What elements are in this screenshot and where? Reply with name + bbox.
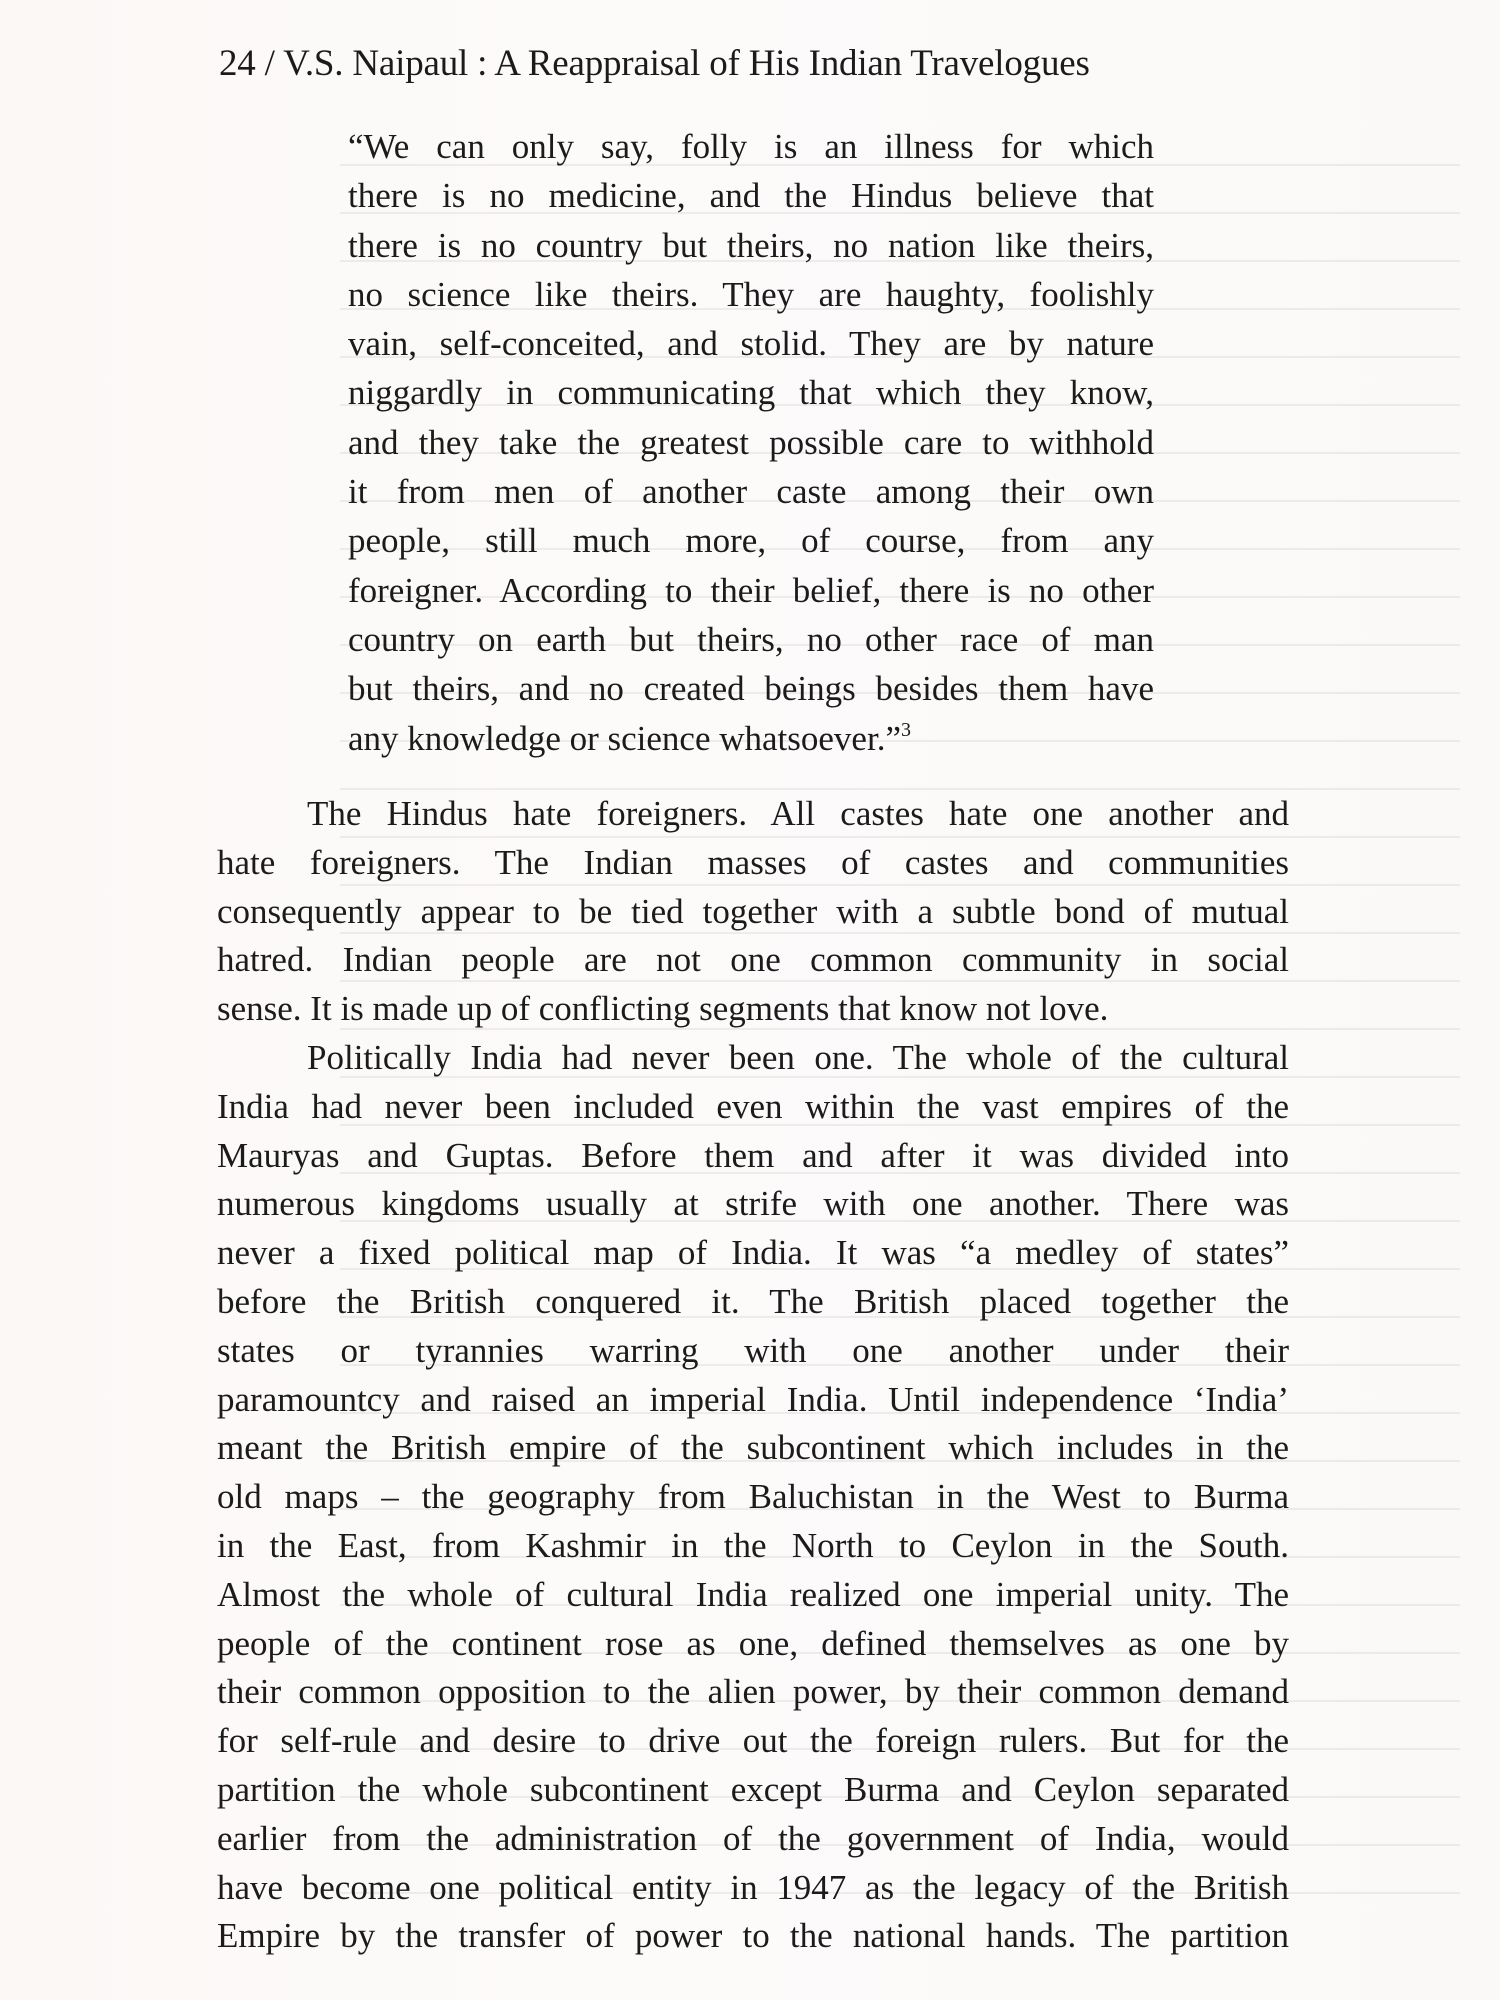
block-quote: [348, 122, 1154, 763]
paragraph-2-line: have become one political entity in 1947 as the legacy of the British: [217, 1867, 1289, 1907]
quote-line: country on earth but theirs, no other race of man: [348, 619, 1154, 659]
paragraph-1-line: The Hindus hate foreigners. All castes hate one another and: [307, 794, 1289, 833]
paragraph-2-line: India had never been included even within the vast empires of the: [217, 1086, 1289, 1126]
paragraph-2-line: people of the continent rose as one, defined themselves as one by: [217, 1623, 1289, 1663]
quote-line: it from men of another caste among their own: [348, 472, 1154, 512]
quote-line: there is no country but theirs, no nation like theirs,: [348, 225, 1154, 265]
paragraph-1-line: hate foreigners. The Indian masses of castes and communities: [217, 842, 1289, 882]
quote-line: there is no medicine, and the Hindus believe that: [348, 176, 1154, 216]
paragraph-2-line: in the East, from Kashmir in the North to Ceylon in the South.: [217, 1525, 1289, 1565]
paragraph-2-line: paramountcy and raised an imperial India. Until independence ‘India’: [217, 1379, 1289, 1419]
body-text: [217, 790, 1289, 1961]
paragraph-2-line: before the British conquered it. The British placed together the: [217, 1281, 1289, 1321]
paragraph-2-line: numerous kingdoms usually at strife with one another. There was: [217, 1184, 1289, 1224]
paragraph-1-line: consequently appear to be tied together with a subtle bond of mutual: [217, 891, 1289, 931]
paragraph-2-line: Politically India had never been one. The whole of the cultural: [307, 1037, 1289, 1077]
paragraph-2-line: never a fixed political map of India. It was “a medley of states”: [217, 1233, 1289, 1273]
paragraph-2-line: Empire by the transfer of power to the national hands. The partition: [217, 1916, 1289, 1956]
paragraph-2-line: Almost the whole of cultural India realized one imperial unity. The: [217, 1574, 1289, 1614]
paragraph-2-line: meant the British empire of the subcontinent which includes in the: [217, 1428, 1289, 1468]
paragraph-2-line: states or tyrannies warring with one another under their: [217, 1330, 1289, 1370]
footnote-reference: 3: [900, 718, 911, 741]
paragraph-2-line: their common opposition to the alien power, by their common demand: [217, 1672, 1289, 1712]
paragraph-2-line: for self-rule and desire to drive out the foreign rulers. But for the: [217, 1721, 1289, 1761]
running-head: 24 / V.S. Naipaul : A Reappraisal of His Indian Travelogues: [219, 43, 1090, 84]
quote-line: “We can only say, folly is an illness for which: [348, 127, 1154, 166]
paragraph-2-line: Mauryas and Guptas. Before them and after it was divided into: [217, 1135, 1289, 1175]
quote-line: vain, self-conceited, and stolid. They are by nature: [348, 324, 1154, 364]
paragraph-1-line: hatred. Indian people are not one common community in social: [217, 940, 1289, 980]
paragraph-2-line: partition the whole subcontinent except Burma and Ceylon separated: [217, 1769, 1289, 1809]
quote-line: people, still much more, of course, from any: [348, 521, 1154, 561]
quote-line-text: any knowledge or science whatsoever.”: [348, 718, 901, 758]
quote-line: but theirs, and no created beings besides them have: [348, 669, 1154, 709]
paragraph-2-line: old maps – the geography from Baluchistan in the West to Burma: [217, 1477, 1289, 1517]
quote-last-line: [348, 714, 1154, 763]
quote-line: and they take the greatest possible care to withhold: [348, 422, 1154, 462]
paragraph-1-line: sense. It is made up of conflicting segments that know not love.: [217, 989, 1109, 1029]
quote-line: niggardly in communicating that which they know,: [348, 373, 1154, 413]
quote-line: no science like theirs. They are haughty, foolishly: [348, 274, 1154, 314]
quote-line: foreigner. According to their belief, there is no other: [348, 570, 1154, 610]
paragraph-2-line: earlier from the administration of the government of India, would: [217, 1818, 1289, 1858]
